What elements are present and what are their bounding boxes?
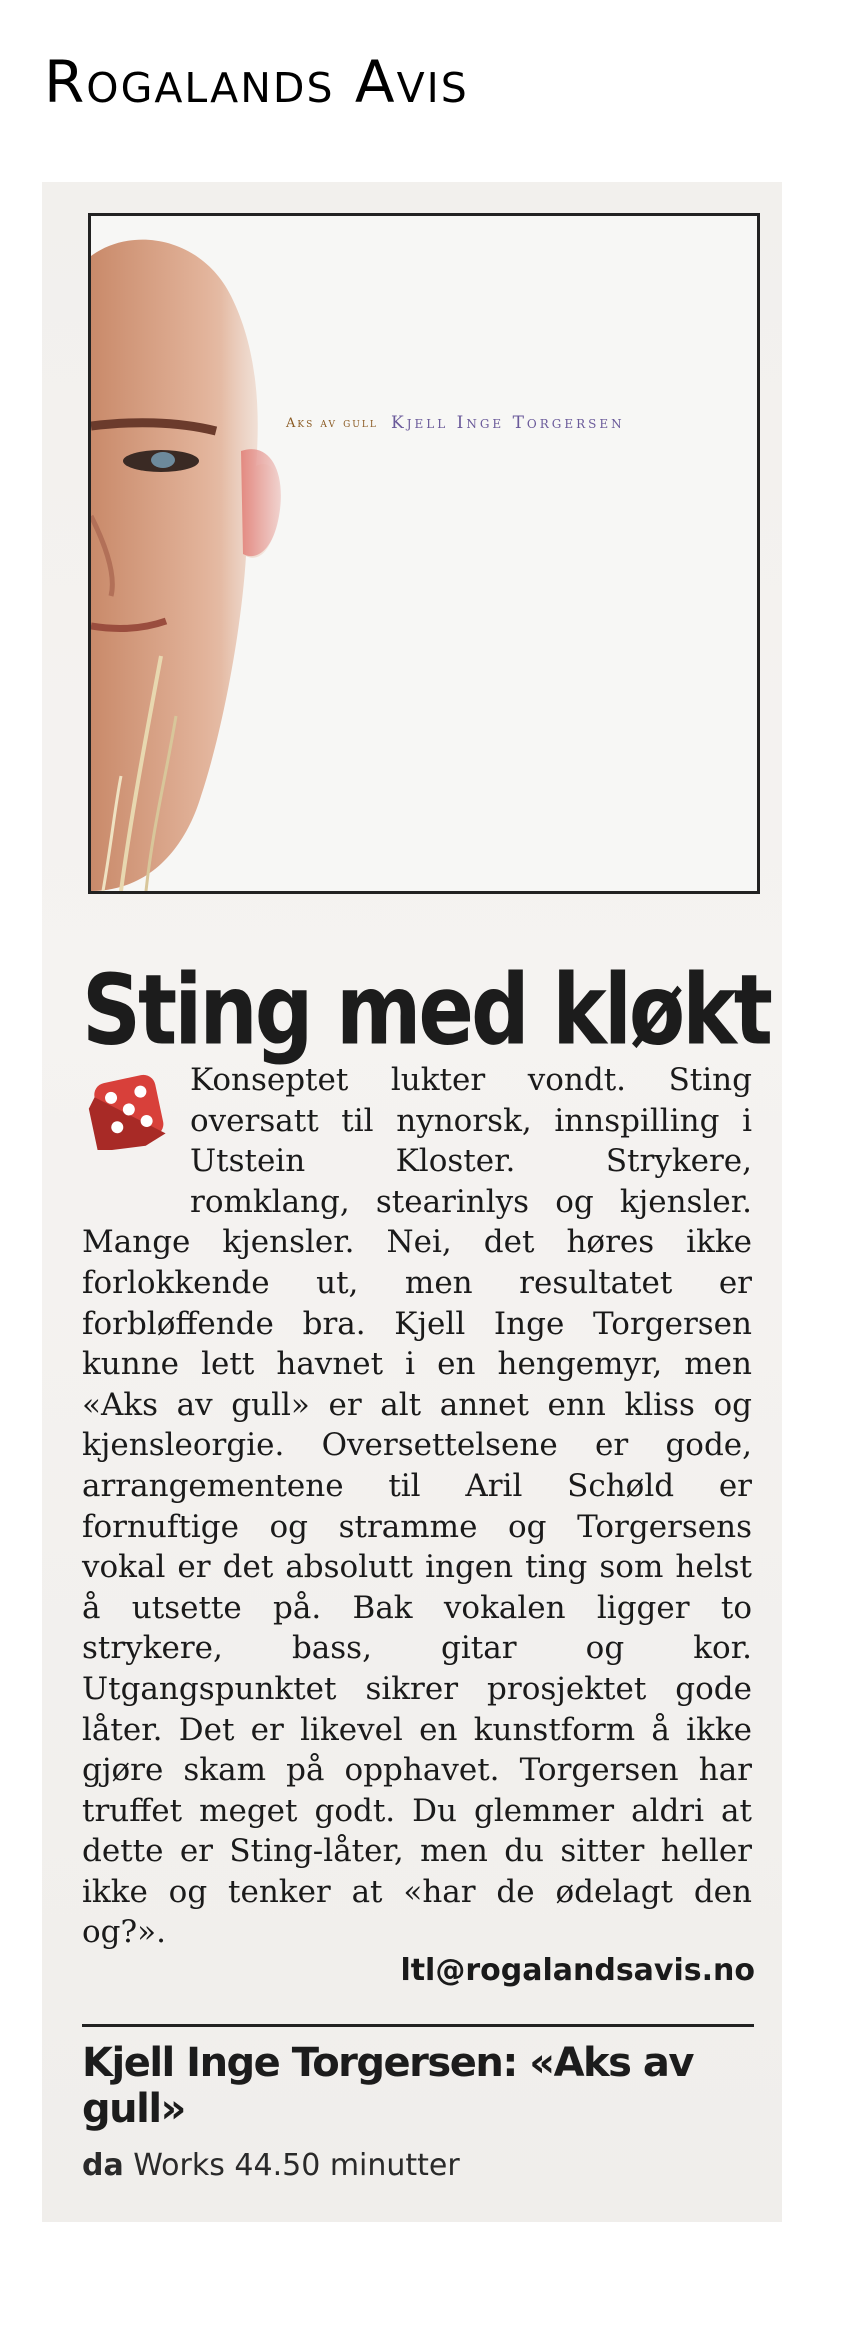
cover-portrait [91, 216, 757, 891]
album-cover [88, 213, 760, 894]
author-email: ltl@rogalandsavis.no [400, 1953, 755, 1988]
article-body-text: Konseptet lukter vondt. Sting oversatt til nynorsk, innspilling i Utstein Kloster. Strykere, romklang, stearinlys og kjensler. Mange kjensler. Nei, det høres ikke forlokkende ut, men resultatet er forbløffende bra. Kjell Inge Torgersen kunne lett havnet i en hengemyr, men «Aks av gull» er alt annet enn kliss og kjensleorgie. Oversettelsene er gode, arrangementene til Aril Schøld er fornuftige og stramme og Torgersens vokal er det absolutt ingen ting som helst å utsette på. Bak vokalen ligger to strykere, bass, gitar og kor. Utgangspunktet sikrer prosjektet gode låter. Det er likevel en kunstform å ikke gjøre skam på opphavet. Torgersen har truffet meget godt. Du glemmer aldri at dette er Sting-låter, men du sitter heller ikke og tenker at «har de ødelagt den og?». [82, 1062, 752, 1951]
cover-album-title: Aks av gull [286, 416, 378, 431]
album-info: Kjell Inge Torgersen: «Aks av gull» [82, 2040, 693, 2132]
label-info [82, 2148, 460, 2183]
divider [82, 2024, 754, 2027]
label-prefix: da [82, 2148, 124, 2183]
masthead: Rogalands Avis [44, 48, 469, 116]
cover-artist-name: Kjell Inge Torgersen [391, 413, 625, 433]
label-details: Works 44.50 minutter [133, 2148, 460, 2183]
headline: Sting med kløkt [82, 955, 770, 1068]
article-body [82, 1060, 752, 1953]
